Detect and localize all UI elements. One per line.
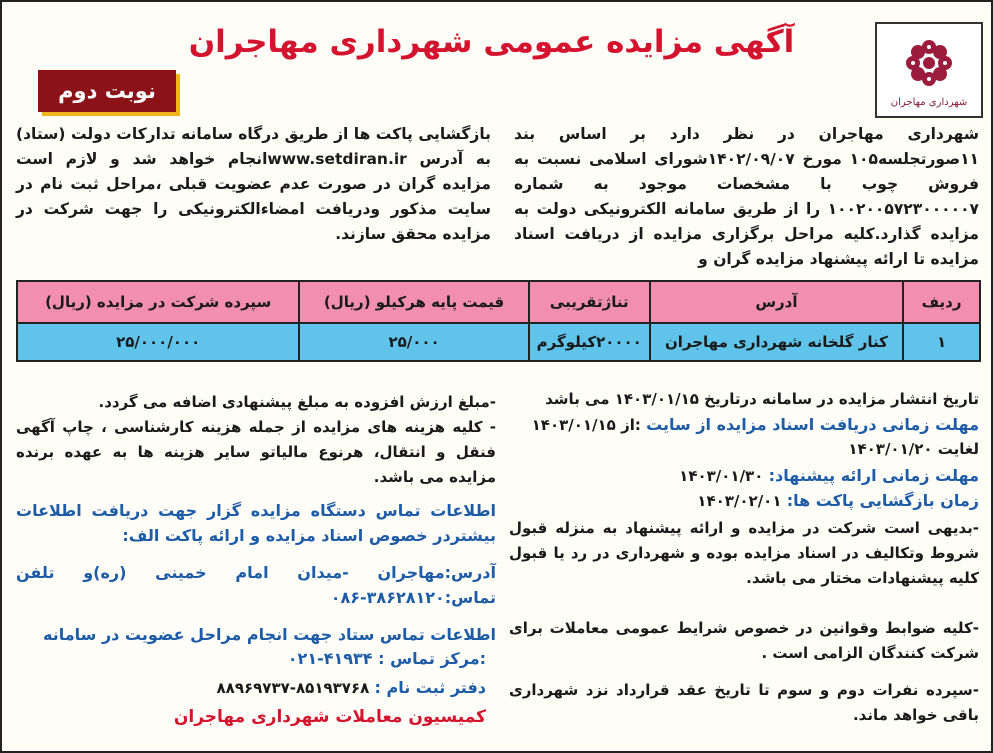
table-header-cell: تناژتقریبی — [529, 281, 650, 323]
note-regulations: -کلیه ضوابط وقوانین در خصوص شرایط عمومی معاملات برای شرکت کنندگان الزامی است . — [509, 619, 979, 662]
opening-date-label: زمان بازگشایی پاکت ها: — [786, 491, 979, 510]
commission-signature: کمیسیون معاملات شهرداری مهاجران — [173, 707, 486, 727]
setad-heading: اطلاعات تماس ستاد جهت انجام مراحل عضویت در سامانه — [43, 625, 496, 644]
docs-deadline-from: :از ۱۴۰۳/۰۱/۱۵ — [531, 416, 641, 434]
docs-deadline-line — [532, 415, 979, 434]
table-cell: ۲۵/۰۰۰/۰۰۰ — [17, 323, 299, 361]
auction-table — [16, 280, 981, 362]
vat-note: -مبلغ ارزش افزوده به مبلغ پیشنهادی اضافه می گردد. — [98, 393, 496, 411]
registration-office-numbers: ۸۵۱۹۳۷۶۸-۸۸۹۶۹۷۳۷ — [216, 679, 370, 697]
docs-deadline-label: مهلت زمانی دریافت اسناد مزایده از سایت — [646, 415, 979, 434]
table-cell: ۲۰۰۰۰کیلوگرم — [529, 323, 650, 361]
table-cell: ۱ — [903, 323, 980, 361]
table-header-cell: ردیف — [903, 281, 980, 323]
publish-date-line: تاریخ انتشار مزایده در سامانه درتاریخ ۱۴۰۳/۰۱/۱۵ می باشد — [545, 390, 979, 408]
offer-deadline-label: مهلت زمانی ارائه پیشنهاد: — [768, 466, 979, 485]
note-acceptance: -بدیهی است شرکت در مزایده و ارائه پیشنهاد به منزله قبول شروط وتکالیف در اسناد مزایده بوده و شهرداری در رد یا قبول کلیه پیشنهادات مختار می باشد. — [509, 519, 979, 587]
note-deposits: -سپرده نفرات دوم و سوم تا تاریخ عقد قرارداد نزد شهرداری باقی خواهد ماند. — [509, 681, 979, 724]
intro-paragraph-left: بازگشایی پاکت ها از طریق درگاه سامانه تدارکات دولت (ستاد) به آدرس www.setdiran.irانجام خواهد شد و لازم است مزایده گران در صورت عدم عضویت قبلی ،مراحل ثبت نام در سایت مذکور ودریافت امضاءالکترونیکی را جهت شرکت در مزایده محقق سازند. — [16, 125, 491, 243]
table-cell: ۲۵/۰۰۰ — [299, 323, 528, 361]
municipality-logo — [875, 22, 983, 118]
docs-deadline-to: لغایت ۱۴۰۳/۰۱/۲۰ — [848, 440, 979, 458]
round-badge: نوبت دوم — [38, 70, 176, 112]
contact-heading: اطلاعات تماس دستگاه مزایده گزار جهت دریافت اطلاعات بیشتردر خصوص اسناد مزایده و ارائه پاکت الف: — [16, 501, 496, 545]
flower-logo-icon — [894, 33, 964, 95]
registration-office — [217, 678, 486, 697]
offer-deadline-date: ۱۴۰۳/۰۱/۳۰ — [679, 467, 764, 485]
table-cell: کنار گلخانه شهرداری مهاجران — [650, 323, 903, 361]
ad-title: آگهی مزایده عمومی شهرداری مهاجران — [188, 24, 795, 60]
address-phone: آدرس:مهاجران -میدان امام خمینی (ره)و تلفن تماس:۳۸۶۲۸۱۲۰-۰۸۶ — [16, 563, 496, 607]
table-header-cell: قیمت پایه هرکیلو (ریال) — [299, 281, 528, 323]
table-header-row — [17, 281, 980, 323]
table-header-cell: سپرده شرکت در مزایده (ریال) — [17, 281, 299, 323]
logo-caption: شهرداری مهاجران — [890, 96, 968, 108]
intro-paragraph-right: شهرداری مهاجران در نظر دارد بر اساس بند ۱۱صورتجلسه۱۰۵ مورخ ۱۴۰۲/۰۹/۰۷شورای اسلامی نسبت به فروش چوب با مشخصات موجود به شماره ۱۰۰۲۰۰۵۷۲۳۰۰۰۰۰۷ را از طریق سامانه الکترونیکی دولت به مزایده گذارد.کلیه مراحل برگزاری مزایده از دریافت اسناد مزایده تا ارائه پیشنهاد مزایده گران و — [514, 125, 980, 268]
opening-date-line — [697, 491, 979, 510]
table-header-cell: آدرس — [650, 281, 903, 323]
costs-note: - کلیه هزینه های مزایده از جمله هزینه کارشناسی ، چاپ آگهی فنقل و انتقال، هرنوع مالیاتو سایر هزینه ها به عهده برنده مزایده می باشد. — [16, 418, 496, 486]
registration-office-label: دفتر ثبت نام : — [374, 678, 486, 697]
opening-date-value: ۱۴۰۳/۰۲/۰۱ — [697, 492, 782, 510]
call-center: :مرکز تماس : ۴۱۹۳۴-۰۲۱ — [287, 649, 486, 668]
offer-deadline-line — [679, 466, 979, 485]
table-row — [17, 323, 980, 361]
